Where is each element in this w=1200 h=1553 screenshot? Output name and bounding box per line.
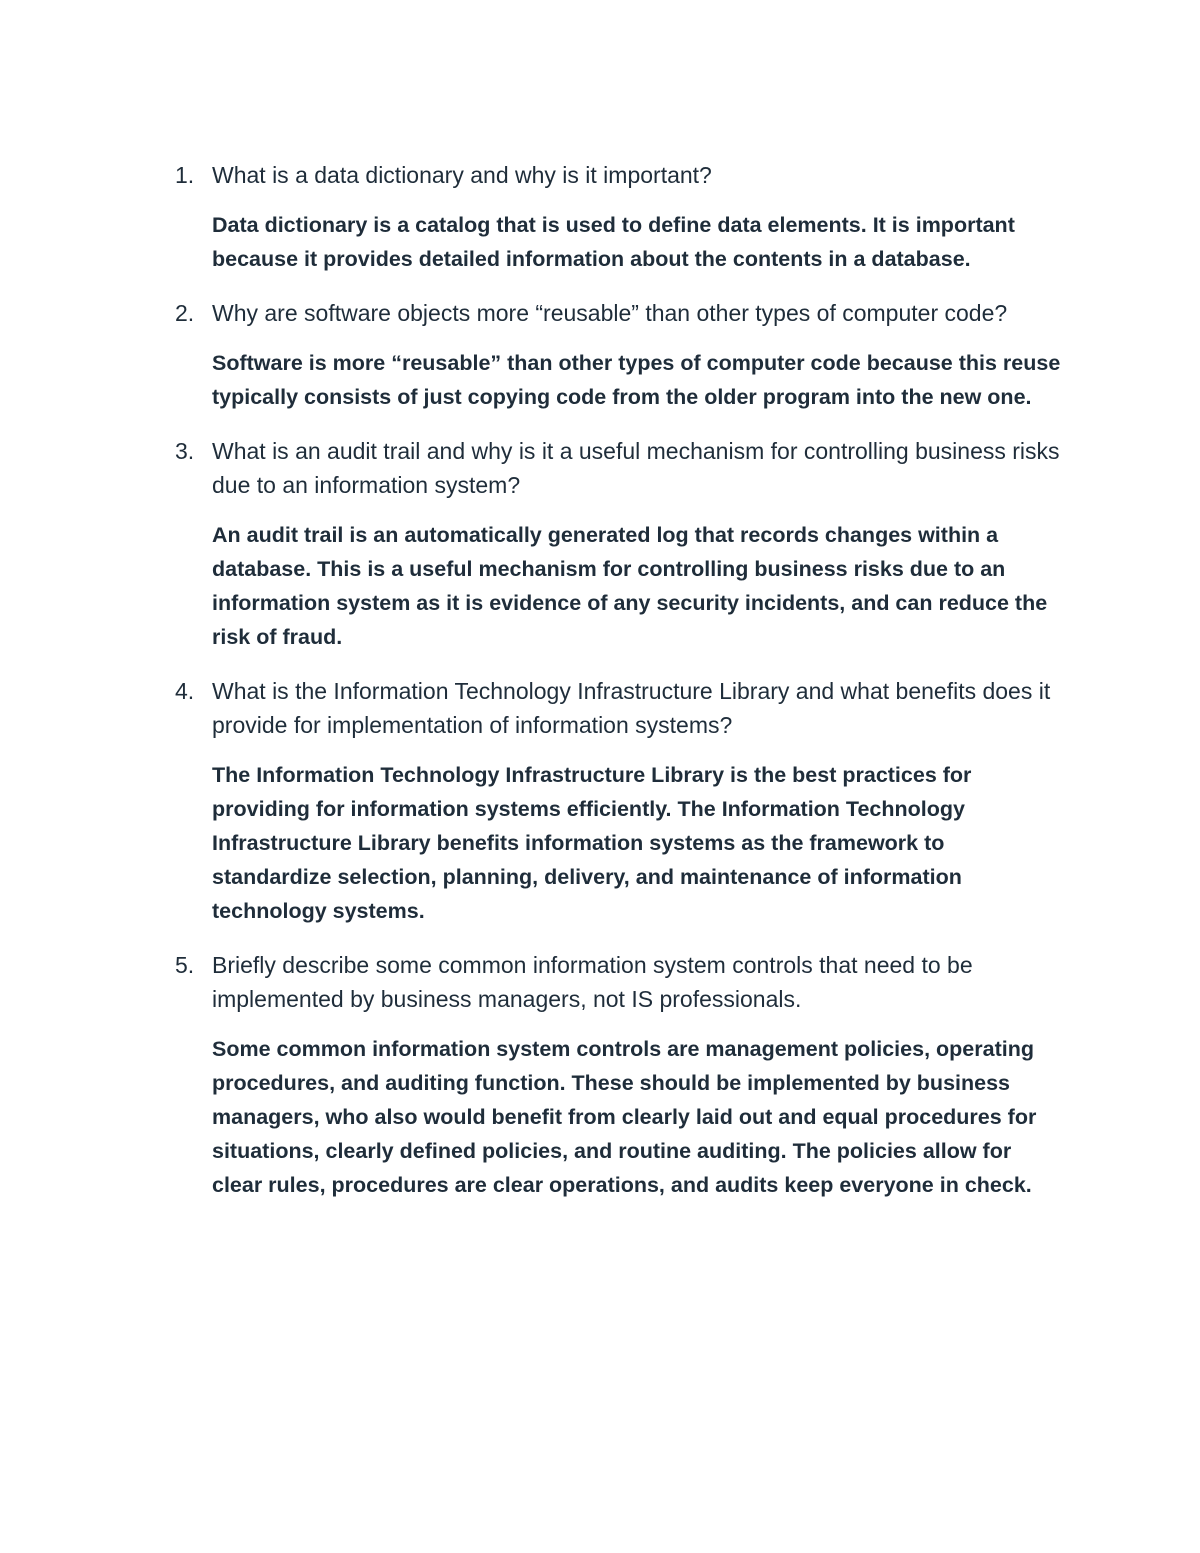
question-text: What is an audit trail and why is it a useful mechanism for controlling business risks due to an information system? bbox=[212, 438, 1060, 498]
question-text: What is a data dictionary and why is it important? bbox=[212, 162, 712, 188]
question-text: Briefly describe some common information system controls that need to be implemented by business managers, not IS professionals. bbox=[212, 952, 973, 1012]
qa-item-3 bbox=[0, 434, 1200, 654]
answer-text: The Information Technology Infrastructure Library is the best practices for providing for information systems efficiently. The Information Technology Infrastructure Library benefits information systems as the framework to standardize selection, planning, delivery, and maintenance of information technology systems. bbox=[212, 763, 972, 923]
question-number: 2. bbox=[175, 300, 195, 326]
answer-text: Software is more “reusable” than other types of computer code because this reuse typically consists of just copying code from the older program into the new one. bbox=[212, 351, 1061, 409]
qa-item-4 bbox=[0, 674, 1200, 928]
question-number: 4. bbox=[175, 678, 195, 704]
qa-item-5 bbox=[0, 948, 1200, 1202]
qa-item-2 bbox=[0, 296, 1200, 414]
question-text: Why are software objects more “reusable” than other types of computer code? bbox=[212, 300, 1008, 326]
answer-text: Data dictionary is a catalog that is used to define data elements. It is important because it provides detailed information about the contents in a database. bbox=[212, 213, 1015, 271]
answer-text: An audit trail is an automatically generated log that records changes within a database. This is a useful mechanism for controlling business risks due to an information system as it is evidence of any security incidents, and can reduce the risk of fraud. bbox=[212, 523, 1048, 649]
qa-item-1 bbox=[0, 158, 1200, 276]
question-answer-list bbox=[0, 158, 1200, 1222]
question-number: 3. bbox=[175, 438, 195, 464]
answer-text: Some common information system controls are management policies, operating procedures, and auditing function. These should be implemented by business managers, who also would benefit from clearly laid out and equal procedures for situations, clearly defined policies, and routine auditing. The policies allow for clear rules, procedures are clear operations, and audits keep everyone in check. bbox=[212, 1037, 1037, 1197]
question-number: 1. bbox=[175, 162, 195, 188]
question-text: What is the Information Technology Infrastructure Library and what benefits does it provide for implementation of information systems? bbox=[212, 678, 1051, 738]
question-number: 5. bbox=[175, 952, 195, 978]
